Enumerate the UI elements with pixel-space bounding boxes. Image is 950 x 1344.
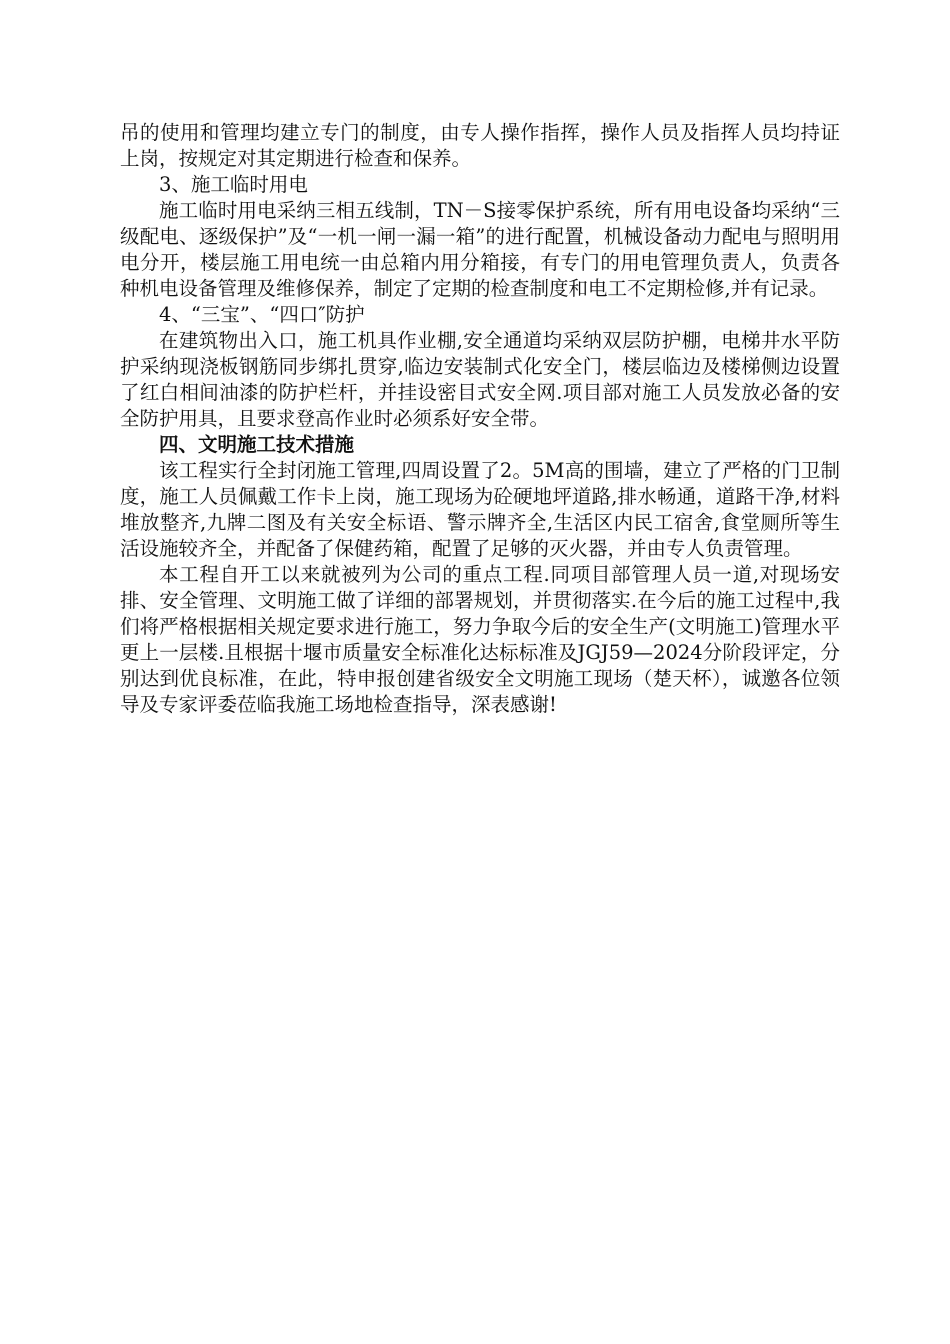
section-heading-civilized-construction: 四、文明施工技术措施 [159,433,355,456]
paragraph-conclusion: 本工程自开工以来就被列为公司的重点工程.同项目部管理人员一道,对现场安排、安全管理、文明施工做了详细的部署规划，并贯彻落实.在今后的施工过程中,我们将严格根据相关规定要求进行施工，努力争取今后的安全生产(文明施工)管理水平更上一层楼.且根据十堰市质量安全标准化达标标准及JGJ59—2024分阶段评定，分别达到优良标准，在此，特申报创建省级安全文明施工现场（楚天杯），诚邀各位领导及专家评委莅临我施工场地检查指导，深表感谢! [120,563,840,716]
paragraph-temporary-power: 施工临时用电采纳三相五线制，TN－S接零保护系统，所有用电设备均采纳“三级配电、逐级保护”及“一机一闸一漏一箱”的进行配置，机械设备动力配电与照明用电分开，楼层施工用电统一由总箱内用分箱接，有专门的用电管理负责人，负责各种机电设备管理及维修保养，制定了定期的检查制度和电工不定期检修,并有记录。 [120,199,840,300]
document-page [120,120,840,718]
section-heading-temporary-power: 3、施工临时用电 [159,173,308,196]
paragraph-site-management: 该工程实行全封闭施工管理,四周设置了2。5M高的围墙，建立了严格的门卫制度，施工人员佩戴工作卡上岗，施工现场为砼硬地坪道路,排水畅通，道路干净,材料堆放整齐,九牌二图及有关安全标语、警示牌齐全,生活区内民工宿舍,食堂厕所等生活设施较齐全，并配备了保健药箱，配置了足够的灭火器，并由专人负责管理。 [120,459,840,560]
section-heading-protection: 4、“三宝”、“四口″防护 [159,303,365,326]
paragraph-lifting-equipment: 吊的使用和管理均建立专门的制度，由专人操作指挥，操作人员及指挥人员均持证上岗，按规定对其定期进行检查和保养。 [120,121,840,170]
paragraph-protection: 在建筑物出入口，施工机具作业棚,安全通道均采纳双层防护棚，电梯井水平防护采纳现浇板钢筋同步绑扎贯穿,临边安装制式化安全门，楼层临边及楼梯侧边设置了红白相间油漆的防护栏杆，并挂设密目式安全网.项目部对施工人员发放必备的安全防护用具，且要求登高作业时必须系好安全带。 [120,329,840,430]
